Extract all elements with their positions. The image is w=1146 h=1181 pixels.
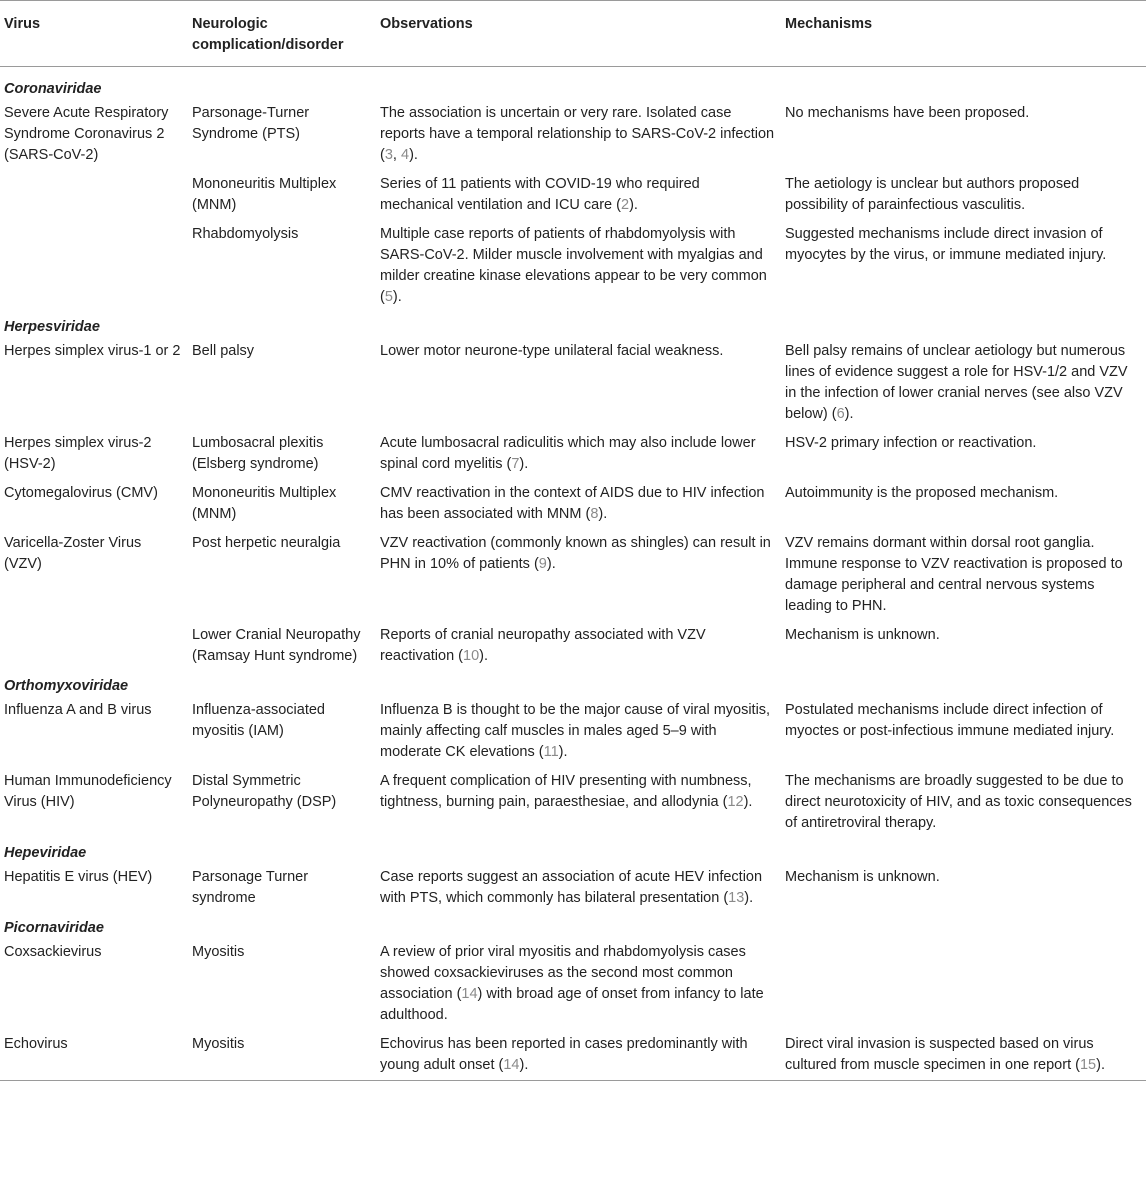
virus-family-heading: Herpesviridae xyxy=(4,319,100,335)
complication-cell: Mononeuritis Multiplex (MNM) xyxy=(192,485,337,522)
table-row xyxy=(0,769,1146,840)
virus-family-heading: Orthomyxoviridae xyxy=(4,678,129,694)
header-complication: Neurologic complication/disorder xyxy=(188,1,376,67)
text-segment: VZV remains dormant within dorsal root ganglia. Immune response to VZV reactivation is proposed to damage peripheral and central nervous systems leading to PHN. xyxy=(785,535,1123,614)
mechanisms-cell xyxy=(781,339,1146,431)
family-group-row xyxy=(0,673,1146,698)
reference-number: 14 xyxy=(503,1057,520,1073)
reference-number: 13 xyxy=(728,890,745,906)
observations-cell xyxy=(376,623,781,673)
table-row xyxy=(0,623,1146,673)
text-segment: ). xyxy=(844,406,854,422)
virus-cell: Echovirus xyxy=(0,1032,188,1081)
observations-cell xyxy=(376,531,781,623)
header-virus: Virus xyxy=(0,1,188,67)
reference-number: 6 xyxy=(836,406,845,422)
mechanisms-cell xyxy=(781,101,1146,172)
mechanisms-cell xyxy=(781,623,1146,673)
virus-cell xyxy=(0,172,188,222)
virus-family-heading: Picornaviridae xyxy=(4,920,104,936)
observations-cell xyxy=(376,431,781,481)
mechanisms-cell xyxy=(781,172,1146,222)
reference-number: 8 xyxy=(590,506,599,522)
complication-cell: Parsonage-Turner Syndrome (PTS) xyxy=(192,105,310,142)
mechanisms-cell xyxy=(781,531,1146,623)
text-segment: CMV reactivation in the context of AIDS due to HIV infection has been associated with MNM ( xyxy=(380,485,765,522)
mechanisms-cell xyxy=(781,769,1146,840)
family-group-row xyxy=(0,840,1146,865)
observations-cell xyxy=(376,481,781,531)
text-segment: Series of 11 patients with COVID-19 who required mechanical ventilation and ICU care ( xyxy=(380,176,700,213)
reference-number: 7 xyxy=(511,456,520,472)
table-row xyxy=(0,481,1146,531)
text-segment: The association is uncertain or very rare. Isolated case reports have a temporal relationship to SARS-CoV-2 infection ( xyxy=(380,105,775,163)
text-segment: Reports of cranial neuropathy associated with VZV reactivation ( xyxy=(380,627,706,664)
text-segment: VZV reactivation (commonly known as shingles) can result in PHN in 10% of patients ( xyxy=(380,535,771,572)
text-segment: HSV-2 primary infection or reactivation. xyxy=(785,435,1037,451)
text-segment: ). xyxy=(629,197,638,213)
text-segment: ). xyxy=(598,506,608,522)
reference-number: 11 xyxy=(543,744,559,760)
virus-cell: Herpes simplex virus-2 (HSV-2) xyxy=(4,435,152,472)
reference-number: 9 xyxy=(538,556,547,572)
observations-cell xyxy=(376,339,781,431)
mechanisms-cell xyxy=(781,940,1146,1032)
virus-cell: Herpes simplex virus-1 or 2 xyxy=(4,343,181,359)
text-segment: The aetiology is unclear but authors proposed possibility of parainfectious vasculitis. xyxy=(785,176,1080,213)
text-segment: Suggested mechanisms include direct invasion of myocytes by the virus, or immune mediated injury. xyxy=(785,226,1107,263)
text-segment: ). xyxy=(519,456,529,472)
observations-cell xyxy=(376,101,781,172)
virus-family-heading: Coronaviridae xyxy=(4,81,102,97)
complication-cell: Influenza-associated myositis (IAM) xyxy=(192,702,325,739)
mechanisms-cell xyxy=(781,222,1146,314)
mechanisms-cell xyxy=(781,1032,1146,1081)
table-row xyxy=(0,339,1146,431)
text-segment: ). xyxy=(519,1057,529,1073)
observations-cell xyxy=(376,865,781,915)
observations-cell xyxy=(376,222,781,314)
mechanisms-cell xyxy=(781,481,1146,531)
complication-cell: Mononeuritis Multiplex (MNM) xyxy=(192,176,337,213)
table-row xyxy=(0,531,1146,623)
text-segment: Mechanism is unknown. xyxy=(785,869,940,885)
virus-cell xyxy=(0,623,188,673)
observations-cell xyxy=(376,172,781,222)
text-segment: Case reports suggest an association of acute HEV infection with PTS, which commonly has bilateral presentation ( xyxy=(380,869,763,906)
mechanisms-cell xyxy=(781,431,1146,481)
mechanisms-cell xyxy=(781,865,1146,915)
text-segment: Multiple case reports of patients of rhabdomyolysis with SARS-CoV-2. Milder muscle involvement with myalgias and milder creatine kinase elevations appear to be very common ( xyxy=(380,226,767,305)
text-segment: ). xyxy=(409,147,418,163)
header-observations: Observations xyxy=(376,1,781,67)
virus-cell: Influenza A and B virus xyxy=(4,702,152,718)
virus-family-heading: Hepeviridae xyxy=(4,845,87,861)
virus-cell: Varicella-Zoster Virus (VZV) xyxy=(4,535,142,572)
reference-number: 10 xyxy=(463,648,480,664)
table-row xyxy=(0,172,1146,222)
table-header xyxy=(0,1,1146,67)
complication-cell: Lumbosacral plexitis (Elsberg syndrome) xyxy=(192,435,324,472)
table-row xyxy=(0,1032,1146,1081)
text-segment: A frequent complication of HIV presenting with numbness, tightness, burning pain, paraesthesiae, and allodynia ( xyxy=(380,773,752,810)
reference-number: 5 xyxy=(384,289,393,305)
reference-number: 2 xyxy=(620,197,630,213)
text-segment: Lower motor neurone-type unilateral facial weakness. xyxy=(380,343,724,359)
text-segment: Acute lumbosacral radiculitis which may also include lower spinal cord myelitis ( xyxy=(380,435,756,472)
text-segment: Direct viral invasion is suspected based on virus cultured from muscle specimen in one report ( xyxy=(785,1036,1094,1073)
virus-cell: Hepatitis E virus (HEV) xyxy=(4,869,153,885)
reference-number: 4 xyxy=(400,147,410,163)
mechanisms-cell xyxy=(781,698,1146,769)
table-row xyxy=(0,865,1146,915)
complication-cell: Distal Symmetric Polyneuropathy (DSP) xyxy=(192,773,337,810)
family-group-row xyxy=(0,67,1146,102)
table-row xyxy=(0,698,1146,769)
text-segment: Influenza B is thought to be the major cause of viral myositis, mainly affecting calf muscles in males aged 5–9 with moderate CK elevations ( xyxy=(380,702,771,760)
text-segment: The mechanisms are broadly suggested to be due to direct neurotoxicity of HIV, and as toxic consequences of antiretroviral therapy. xyxy=(785,773,1132,831)
reference-number: 3 xyxy=(384,147,393,163)
observations-cell xyxy=(376,769,781,840)
family-group-row xyxy=(0,314,1146,339)
observations-cell xyxy=(376,1032,781,1081)
text-segment: ). xyxy=(392,289,402,305)
text-segment: Postulated mechanisms include direct infection of myoctes or post-infectious immune mediated injury. xyxy=(785,702,1115,739)
text-segment: ). xyxy=(744,890,754,906)
virus-cell: Human Immunodeficiency Virus (HIV) xyxy=(4,773,172,810)
family-group-row xyxy=(0,915,1146,940)
text-segment: ). xyxy=(1096,1057,1105,1073)
text-segment: Autoimmunity is the proposed mechanism. xyxy=(785,485,1059,501)
complication-cell: Bell palsy xyxy=(192,343,255,359)
table-row xyxy=(0,940,1146,1032)
complication-cell: Rhabdomyolysis xyxy=(192,226,299,242)
complication-cell: Parsonage Turner syndrome xyxy=(192,869,309,906)
virus-cell xyxy=(0,222,188,314)
text-segment: A review of prior viral myositis and rhabdomyolysis cases showed coxsackieviruses as the second most common association ( xyxy=(380,944,746,1002)
virus-cell: Coxsackievirus xyxy=(4,944,102,960)
reference-number: 14 xyxy=(461,986,478,1002)
reference-number: 15 xyxy=(1079,1057,1097,1073)
observations-cell xyxy=(376,940,781,1032)
complication-cell: Lower Cranial Neuropathy (Ramsay Hunt syndrome) xyxy=(192,627,361,664)
text-segment: , xyxy=(392,147,401,163)
complication-cell: Myositis xyxy=(188,1032,376,1081)
header-row xyxy=(0,1,1146,67)
table-row xyxy=(0,101,1146,172)
complication-cell: Myositis xyxy=(192,944,245,960)
text-segment: ). xyxy=(479,648,489,664)
table-body xyxy=(0,67,1146,1081)
header-mechanisms: Mechanisms xyxy=(781,1,1146,67)
text-segment: ). xyxy=(558,744,568,760)
reference-number: 12 xyxy=(727,794,744,810)
text-segment: Echovirus has been reported in cases predominantly with young adult onset ( xyxy=(380,1036,748,1073)
observations-cell xyxy=(376,698,781,769)
text-segment: ). xyxy=(743,794,753,810)
complication-cell: Post herpetic neuralgia xyxy=(192,535,341,551)
virus-cell: Severe Acute Respiratory Syndrome Coronavirus 2 (SARS-CoV-2) xyxy=(4,105,169,163)
table-row xyxy=(0,222,1146,314)
virus-cell: Cytomegalovirus (CMV) xyxy=(4,485,158,501)
text-segment: ) with broad age of onset from infancy to late adulthood. xyxy=(380,986,764,1023)
text-segment: Bell palsy remains of unclear aetiology but numerous lines of evidence suggest a role for HSV-1/2 and VZV in the infection of lower cranial nerves (see also VZV below) ( xyxy=(785,343,1128,422)
text-segment: ). xyxy=(546,556,556,572)
text-segment: Mechanism is unknown. xyxy=(785,627,940,643)
table-row xyxy=(0,431,1146,481)
text-segment: No mechanisms have been proposed. xyxy=(785,105,1030,121)
